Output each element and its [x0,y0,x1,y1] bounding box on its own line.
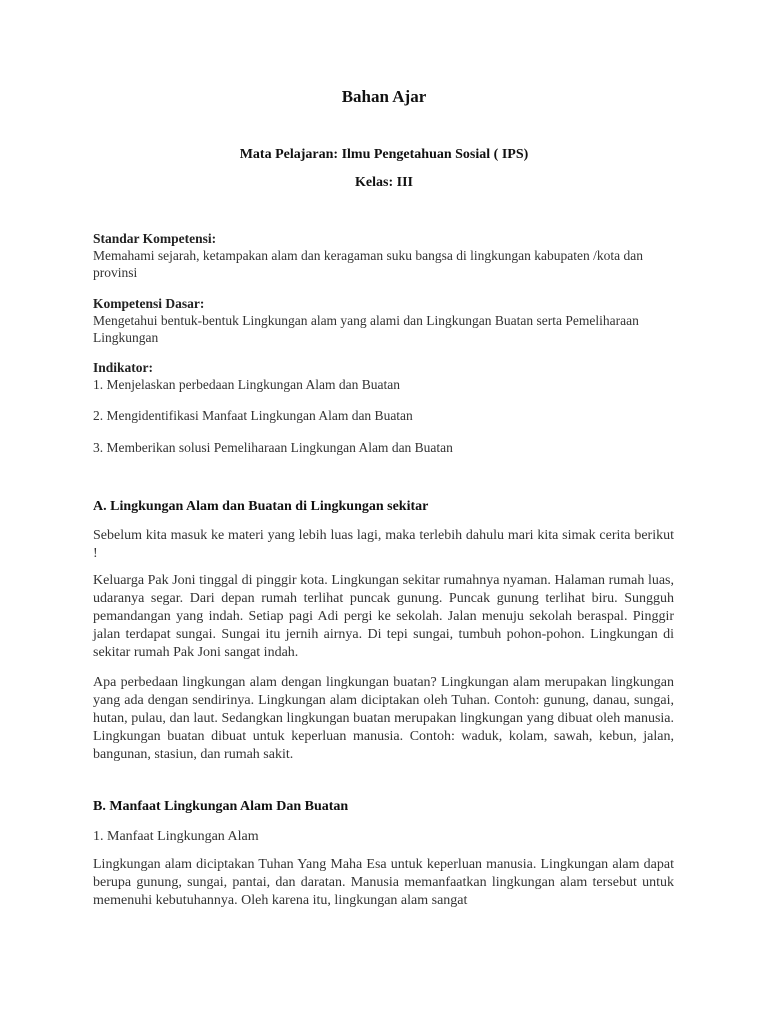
standar-kompetensi-section [93,230,674,281]
section-a-paragraph: Sebelum kita masuk ke materi yang lebih luas lagi, maka terlebih dahulu mari kita simak cerita berikut ! [93,528,674,561]
standar-kompetensi-heading: Standar Kompetensi: [93,231,217,246]
indikator-item: 1. Menjelaskan perbedaan Lingkungan Alam dan Buatan [93,377,401,392]
section-b-paragraph: Lingkungan alam diciptakan Tuhan Yang Maha Esa untuk keperluan manusia. Lingkungan alam dapat berupa gunung, sungai, pantai, dan daratan. Manusia memanfaatkan lingkungan alam tersebut untuk memenuhi kebutuhannya. Oleh karena itu, lingkungan alam sangat [93,857,674,908]
kompetensi-dasar-heading: Kompetensi Dasar: [93,296,205,311]
indikator-heading: Indikator: [93,360,154,375]
grade-line: Kelas: III [355,175,413,190]
section-a-paragraph: Keluarga Pak Joni tinggal di pinggir kota. Lingkungan sekitar rumahnya nyaman. Halaman rumah luas, udaranya segar. Dari depan rumah terlihat puncak gunung. Puncak gunung terlihat biru. Sungguh pemandangan yang indah. Setiap pagi Adi pergi ke sekolah. Jalan menuju sekolah beraspal. Pinggir jalan terdapat sungai. Sungai itu jernih airnya. Di tepi sungai, tumbuh pohon-pohon. Lingkungan di sekitar rumah Pak Joni sangat indah. [93,573,674,660]
standar-kompetensi-text: Memahami sejarah, ketampakan alam dan keragaman suku bangsa di lingkungan kabupaten /kota dan provinsi [93,248,643,280]
section-a-heading: A. Lingkungan Alam dan Buatan di Lingkungan sekitar [93,499,429,514]
section-b-subheading: 1. Manfaat Lingkungan Alam [93,829,259,844]
indikator-item: 3. Memberikan solusi Pemeliharaan Lingkungan Alam dan Buatan [93,440,453,455]
kompetensi-dasar-text: Mengetahui bentuk-bentuk Lingkungan alam yang alami dan Lingkungan Buatan serta Pemeliharaan Lingkungan [93,313,639,345]
document-title: Bahan Ajar [341,87,427,106]
kompetensi-dasar-section [93,295,674,346]
indikator-heading-block [93,359,674,376]
section-b-heading: B. Manfaat Lingkungan Alam Dan Buatan [93,799,349,814]
subject-line: Mata Pelajaran: Ilmu Pengetahuan Sosial ( IPS) [239,147,529,162]
section-a-paragraph: Apa perbedaan lingkungan alam dengan lingkungan buatan? Lingkungan alam merupakan lingkungan yang ada dengan sendirinya. Lingkungan alam diciptakan oleh Tuhan. Contoh: gunung, danau, sungai, hutan, pulau, dan laut. Sedangkan lingkungan buatan merupakan lingkungan yang dibuat oleh manusia. Lingkungan buatan dibuat untuk keperluan manusia. Contoh: waduk, kolam, sawah, kebun, jalan, bangunan, stasiun, dan rumah sakit. [93,675,674,762]
indikator-item: 2. Mengidentifikasi Manfaat Lingkungan Alam dan Buatan [93,408,413,423]
